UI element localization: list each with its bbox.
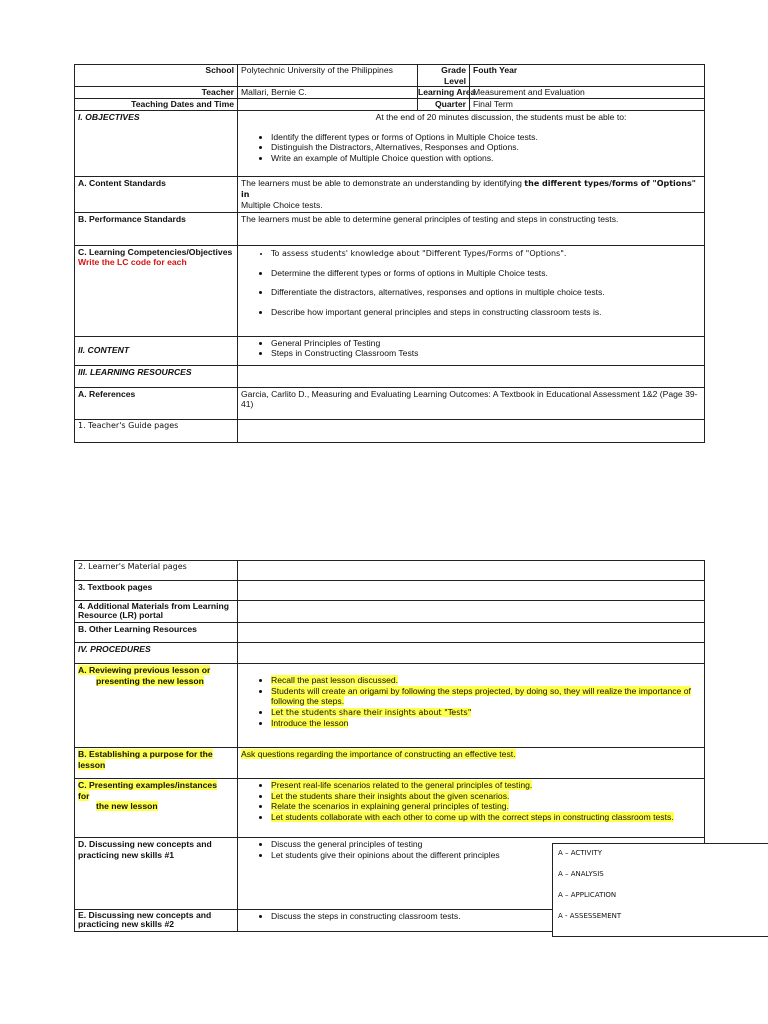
proc-c-label-3: the new lesson <box>96 801 158 812</box>
proc-b-label <box>75 748 238 779</box>
proc-c-item-text: Present real-life scenarios related to the general principles of testing. <box>271 780 533 790</box>
performance-standards-label: B. Performance Standards <box>75 212 238 245</box>
content-label <box>75 336 238 365</box>
content-cell <box>238 336 705 365</box>
learners-material-cell <box>238 561 705 581</box>
additional-materials-cell <box>238 601 705 623</box>
proc-a-item <box>271 686 701 707</box>
proc-c-item <box>271 812 701 823</box>
learning-area-value: Measurement and Evaluation <box>470 87 705 99</box>
references-text: Garcia, Carlito D., Measuring and Evaluating Learning Outcomes: A Textbook in Educational Assessment 1&2 (Page 39-41) <box>238 387 705 419</box>
proc-b-cell <box>238 748 705 779</box>
proc-c-label-1: C. Presenting examples/instances <box>78 780 217 790</box>
objectives-cell <box>238 110 705 176</box>
teachers-guide-label: 1. Teacher's Guide pages <box>75 419 238 442</box>
proc-a-item-text: Let the students share their insights about "Tests" <box>271 708 472 718</box>
competencies-cell <box>238 245 705 336</box>
quarter-label: Quarter <box>418 99 470 111</box>
teachers-guide-cell <box>238 419 705 442</box>
content-standards-text-end: Multiple Choice tests. <box>241 199 323 210</box>
additional-materials-label: 4. Additional Materials from Learning Resource (LR) portal <box>75 601 238 623</box>
proc-d-item: • Discuss the general principles of testing <box>271 839 701 850</box>
procedures-label: IV. PROCEDURES <box>75 643 238 664</box>
other-resources-cell <box>238 623 705 643</box>
proc-c-item-text: Let students collaborate with each other to come up with the correct steps in constructing classroom tests. <box>271 812 674 823</box>
proc-a-item <box>271 718 701 729</box>
teaching-dates-value <box>238 99 418 111</box>
lesson-plan-table-page-1 <box>74 64 705 443</box>
proc-c-cell <box>238 779 705 838</box>
grade-level-label: Grade Level <box>418 65 470 87</box>
four-a-item: A – ACTIVITY <box>558 849 603 857</box>
competencies-label-red: Write the LC code for each <box>78 257 187 268</box>
proc-c-label <box>75 779 238 838</box>
teacher-label: Teacher <box>75 87 238 99</box>
proc-a-label-1: A. Reviewing previous lesson or <box>78 665 211 675</box>
content-standards-label: A. Content Standards <box>75 176 238 212</box>
grade-level-value: Fouth Year <box>470 65 705 87</box>
proc-d-item: • Let students give their opinions about the different principles <box>271 850 701 861</box>
competency-item: • To assess students' knowledge about "Different Types/Forms of "Options". <box>271 249 701 259</box>
performance-standards-text: The learners must be able to determine general principles of testing and steps in constructing tests. <box>238 212 705 245</box>
objectives-intro: At the end of 20 minutes discussion, the students must be able to: <box>375 111 627 122</box>
proc-c-item <box>271 801 701 812</box>
proc-d-label: D. Discussing new concepts and practicing new skills #1 <box>75 838 238 910</box>
school-label: School <box>75 65 238 87</box>
learners-material-label: 2. Learner's Material pages <box>75 561 238 581</box>
competencies-label <box>75 245 238 336</box>
objective-item: • Identify the different types or forms of Options in Multiple Choice tests. <box>271 132 701 143</box>
four-a-box <box>552 843 768 937</box>
objectives-label: I. OBJECTIVES <box>75 110 238 176</box>
learning-resources-cell <box>238 365 705 387</box>
proc-b-text: Ask questions regarding the importance of constructing an effective test. <box>241 749 516 759</box>
quarter-value: Final Term <box>470 99 705 111</box>
four-a-item: A – APPLICATION <box>558 891 617 899</box>
proc-c-item <box>271 791 701 802</box>
procedures-cell <box>238 643 705 664</box>
teacher-value: Mallari, Bernie C. <box>238 87 418 99</box>
textbook-label: 3. Textbook pages <box>75 581 238 601</box>
four-a-item: A – ANALYSIS <box>558 870 604 878</box>
proc-c-item <box>271 780 701 791</box>
proc-c-label-2: for <box>78 790 90 801</box>
proc-e-label: E. Discussing new concepts and practicing new skills #2 <box>75 910 238 932</box>
content-item: • Steps in Constructing Classroom Tests <box>271 348 701 359</box>
competency-item: • Differentiate the distractors, alternatives, responses and options in multiple choice tests. <box>271 287 701 298</box>
content-label-text: II. CONTENT <box>78 345 130 356</box>
references-label: A. References <box>75 387 238 419</box>
competency-item: • Determine the different types or forms of options in Multiple Choice tests. <box>271 268 701 279</box>
proc-a-item-text: Students will create an origami by following the steps projected, by doing so, they will realize the importance of following the steps. <box>271 685 691 707</box>
proc-a-cell <box>238 664 705 748</box>
proc-b-label-text: B. Establishing a purpose for the lesson <box>78 749 213 770</box>
content-item: • General Principles of Testing <box>271 338 701 349</box>
proc-a-item-text: Introduce the lesson <box>271 718 349 729</box>
content-standards-text: The learners must be able to demonstrate an understanding by identifying <box>241 177 525 188</box>
objective-item: • Distinguish the Distractors, Alternatives, Responses and Options. <box>271 142 701 153</box>
content-standards-cell <box>238 176 705 212</box>
proc-e-item: • Discuss the steps in constructing classroom tests. <box>271 911 701 922</box>
content-standards-bold: the different types/forms of "Options" in <box>241 178 696 199</box>
proc-a-item <box>271 675 701 686</box>
proc-a-label <box>75 664 238 748</box>
competencies-label-text: C. Learning Competencies/Objectives <box>78 246 233 257</box>
objective-item: • Write an example of Multiple Choice question with options. <box>271 153 701 164</box>
learning-area-label: Learning Area <box>418 87 476 98</box>
competency-item: • Describe how important general principles and steps in constructing classroom tests is. <box>271 307 701 318</box>
proc-a-item-text: Recall the past lesson discussed. <box>271 675 399 685</box>
other-resources-label: B. Other Learning Resources <box>75 623 238 643</box>
proc-a-item <box>271 707 701 718</box>
learning-resources-label: III. LEARNING RESOURCES <box>75 365 238 387</box>
school-value: Polytechnic University of the Philippines <box>238 65 418 87</box>
four-a-item: A - ASSESSEMENT <box>558 912 622 920</box>
proc-c-item-text: Let the students share their insights about the given scenarios. <box>271 790 510 801</box>
proc-a-label-2: presenting the new lesson <box>96 675 204 686</box>
teaching-dates-label: Teaching Dates and Time <box>75 99 238 111</box>
proc-c-item-text: Relate the scenarios in explaining general principles of testing. <box>271 801 509 812</box>
textbook-cell <box>238 581 705 601</box>
